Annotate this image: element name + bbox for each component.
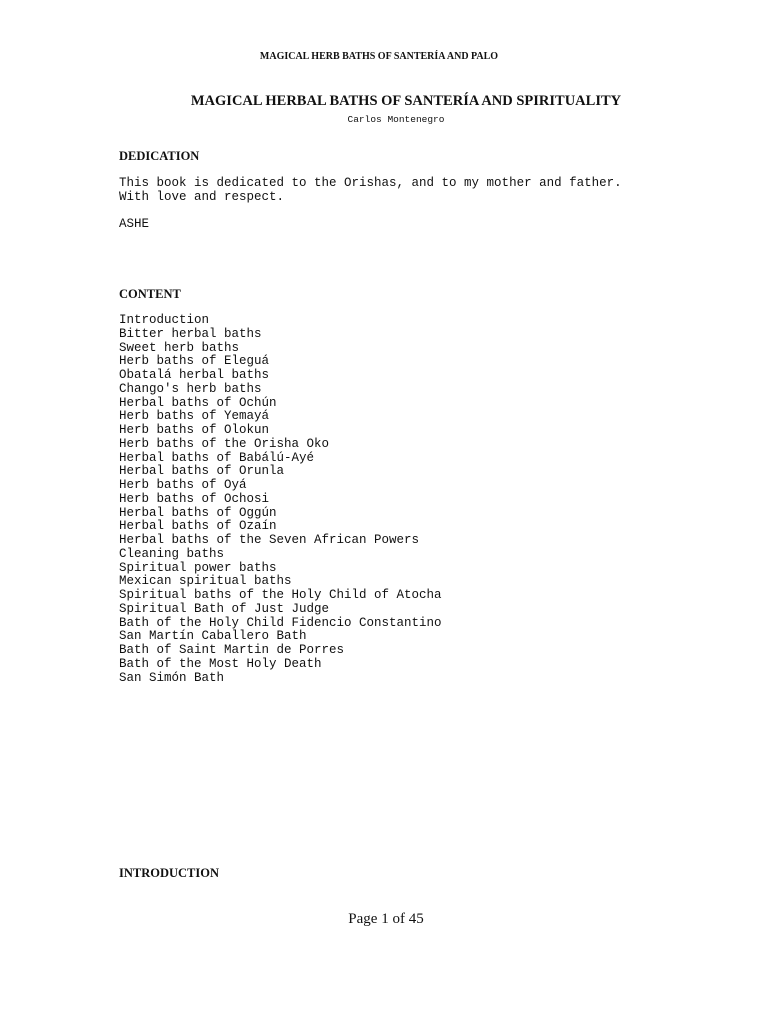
toc-item: Herbal baths of Orunla: [119, 464, 285, 479]
dedication-heading: DEDICATION: [119, 149, 200, 163]
toc-item: Bath of Saint Martin de Porres: [119, 643, 345, 657]
toc-item: Mexican spiritual baths: [119, 574, 292, 589]
toc-item: Herbal baths of the Seven African Powers: [119, 533, 420, 547]
toc-item: Herb baths of Olokun: [119, 423, 270, 437]
toc-item: Introduction: [119, 313, 210, 327]
toc-item: Herb baths of Ochosi: [119, 491, 270, 506]
toc-item: Herb baths of the Orisha Oko: [119, 436, 330, 451]
toc-item: Herb baths of Oyá: [119, 478, 247, 492]
toc-item: Herbal baths of Ochún: [119, 395, 277, 410]
toc-item: San Martín Caballero Bath: [119, 629, 307, 644]
toc-item: Herb baths of Yemayá: [119, 409, 270, 424]
dedication-closing: ASHE: [119, 217, 150, 231]
toc-item: Spiritual power baths: [119, 560, 277, 575]
toc-item: Herbal baths of Oggún: [119, 505, 277, 520]
toc-item: Chango's herb baths: [119, 381, 262, 396]
toc-item: Spiritual Bath of Just Judge: [119, 601, 330, 616]
running-header: MAGICAL HERB BATHS OF SANTERÍA AND PALO: [259, 51, 499, 62]
table-of-contents: [119, 314, 442, 685]
toc-item: Obatalá herbal baths: [119, 368, 270, 382]
author-name: Carlos Montenegro: [347, 114, 445, 125]
dedication-line-1: This book is dedicated to the Orishas, and to my mother and father.: [119, 176, 622, 190]
toc-item: Spiritual baths of the Holy Child of Atocha: [119, 588, 442, 602]
toc-item: Herbal baths of Ozaín: [119, 519, 277, 534]
dedication-line-2: With love and respect.: [119, 190, 285, 204]
toc-item: Sweet herb baths: [119, 340, 240, 355]
toc-item: Bath of the Holy Child Fidencio Constantino: [119, 615, 442, 630]
contents-heading: CONTENT: [119, 287, 181, 301]
page-number: Page 1 of 45: [348, 911, 424, 927]
introduction-heading: INTRODUCTION: [119, 866, 220, 880]
toc-item: Herb baths of Eleguá: [119, 354, 270, 369]
toc-item: Cleaning baths: [119, 546, 225, 561]
toc-item: San Simón Bath: [119, 670, 225, 685]
toc-item: Bath of the Most Holy Death: [119, 656, 322, 671]
document-title: MAGICAL HERBAL BATHS OF SANTERÍA AND SPIRITUALITY: [190, 93, 622, 109]
toc-item: Herbal baths of Babálú-Ayé: [119, 450, 315, 465]
toc-item: Bitter herbal baths: [119, 326, 262, 341]
